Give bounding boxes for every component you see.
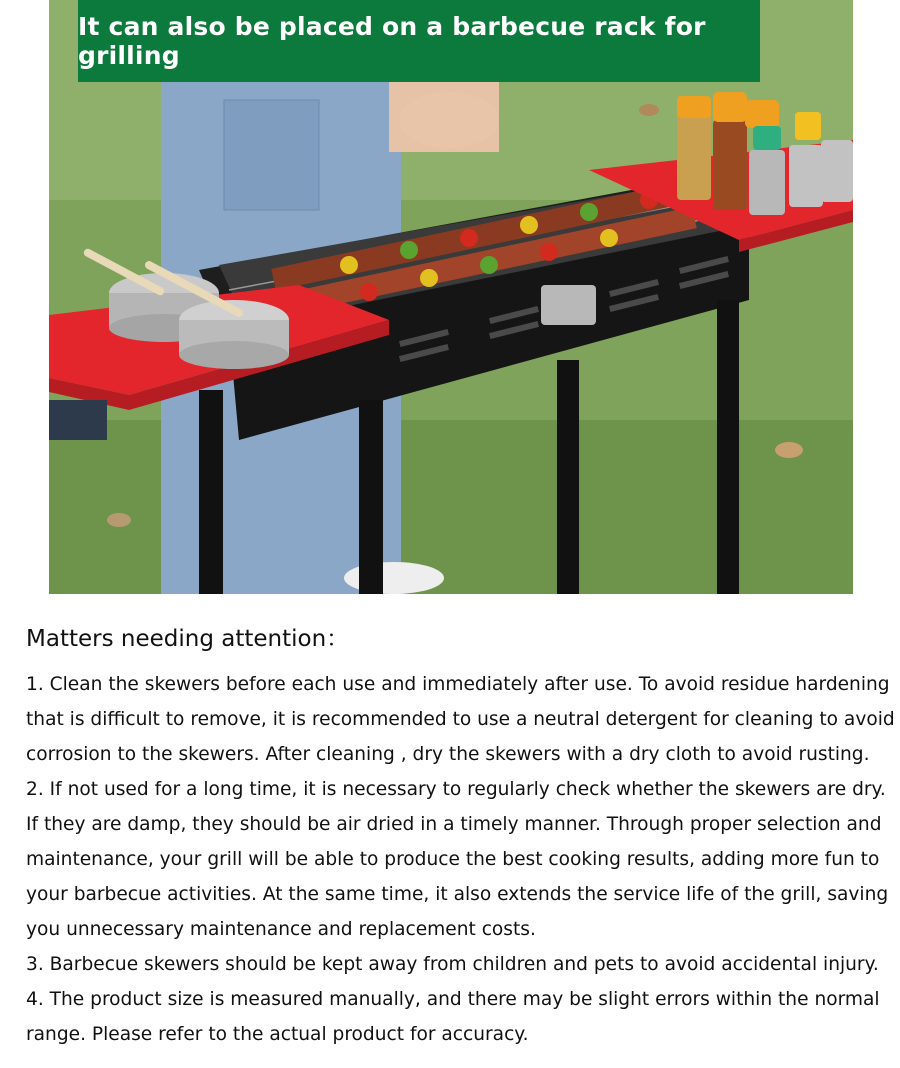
notes-line: corrosion to the skewers. After cleaning , dry the skewers with a dry cloth to avoid rusting. bbox=[26, 744, 870, 765]
notes-line: range. Please refer to the actual product for accuracy. bbox=[26, 1024, 529, 1045]
notes-line: maintenance, your grill will be able to produce the best cooking results, adding more fun to bbox=[26, 849, 880, 870]
notes-line: 4. The product size is measured manually, and there may be slight errors within the normal bbox=[26, 989, 880, 1010]
notes-line: 2. If not used for a long time, it is necessary to regularly check whether the skewers are dry. bbox=[26, 779, 886, 800]
notes-line: 1. Clean the skewers before each use and immediately after use. To avoid residue hardening bbox=[26, 674, 890, 695]
notes-line: 3. Barbecue skewers should be kept away from children and pets to avoid accidental injury. bbox=[26, 954, 879, 975]
bbq-grill-photo bbox=[49, 0, 853, 594]
notes-line: your barbecue activities. At the same time, it also extends the service life of the grill, saving bbox=[26, 884, 889, 905]
notes-line: If they are damp, they should be air dried in a timely manner. Through proper selection and bbox=[26, 814, 882, 835]
product-photo bbox=[49, 0, 853, 594]
caption-banner: It can also be placed on a barbecue rack for grilling bbox=[78, 0, 760, 82]
notes-heading: Matters needing attention： bbox=[26, 626, 350, 652]
attention-notes bbox=[26, 620, 895, 1052]
notes-line: that is difficult to remove, it is recommended to use a neutral detergent for cleaning to avoid bbox=[26, 709, 895, 730]
notes-line: you unnecessary maintenance and replacement costs. bbox=[26, 919, 536, 940]
